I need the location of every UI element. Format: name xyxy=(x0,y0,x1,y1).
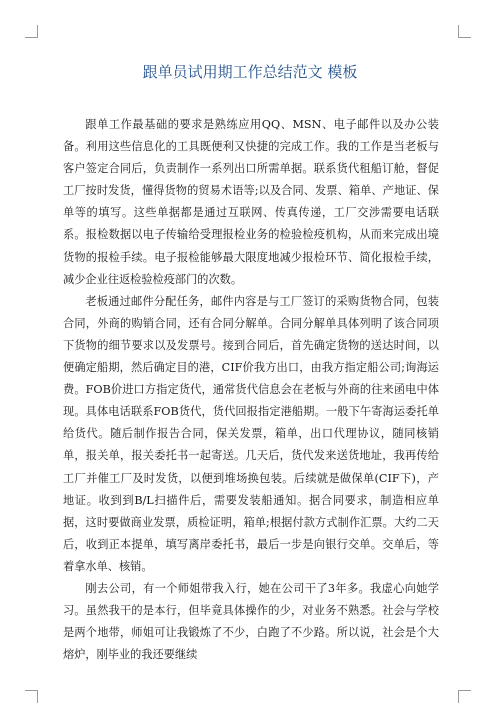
paragraph-1: 跟单工作最基础的要求是熟练应用QQ、MSN、电子邮件以及办公装备。利用这些信息化的工具既便利又快捷的完成工作。我的工作是当老板与客户签定合同后，负责制作一系列出口所需单据。联系货代租船订舱，督促工厂按时发货，懂得货物的贸易术语等;以及合同、发票、箱单、产地证、保单等的填写。这些单据都是通过互联网、传真传递，工厂交涉需要电话联系。报检数据以电子传输给受理报检业务的检验检疫机构，从而来完成出境货物的报检手续。电子报检能够最大限度地减少报检环节、简化报检手续，减少企业往返检验检疫部门的次数。 xyxy=(63,118,439,286)
crop-mark-top-right xyxy=(458,25,471,38)
document-title: 跟单员试用期工作总结范文 模板 xyxy=(142,63,358,81)
crop-mark-top-left xyxy=(25,25,38,38)
paragraph-3: 刚去公司，有一个师姐带我入行，她在公司干了3年多。我虚心向她学习。虽然我干的是本行，但毕竟具体操作的少，对业务不熟悉。社会与学校是两个地带，师姐可让我锻炼了不少，白跑了不少路。所以说，社会是个大熔炉，刚毕业的我还要继续 xyxy=(63,581,439,662)
paragraph-2: 老板通过邮件分配任务，邮件内容是与工厂签订的采购货物合同，包装合同，外商的购销合同，还有合同分解单。合同分解单具体列明了该合同项下货物的细节要求以及发票号。接到合同后，首先确定货物的送达时间，以便确定船期，然后确定目的港，CIF价我方出口，由我方指定船公司;询海运费。FOB价进口方指定货代，通常货代信息会在老板与外商的往来函电中体现。具体电话联系FOB货代，货代回报指定港船期。一般下午寄海运委托单给货代。随后制作报告合同，保关发票，箱单，出口代理协议，随同核销单，报关单，报关委托书一起寄送。几天后，货代发来送货地址，我再传给工厂并催工厂及时发货，以便到堆场换包装。后续就是做保单(CIF下)，产地证。收到到B/L扫描件后，需要发装船通知。据合同要求，制造相应单据，这时要做商业发票，质检证明，箱单;根据付款方式制作汇票。大约二天后，收到正本提单，填写离岸委托书，最后一步是向银行交单。交单后，等着拿水单、核销。 xyxy=(63,294,439,573)
crop-mark-bottom-right xyxy=(458,690,471,703)
document-body xyxy=(63,114,439,666)
crop-mark-bottom-left xyxy=(25,690,38,703)
